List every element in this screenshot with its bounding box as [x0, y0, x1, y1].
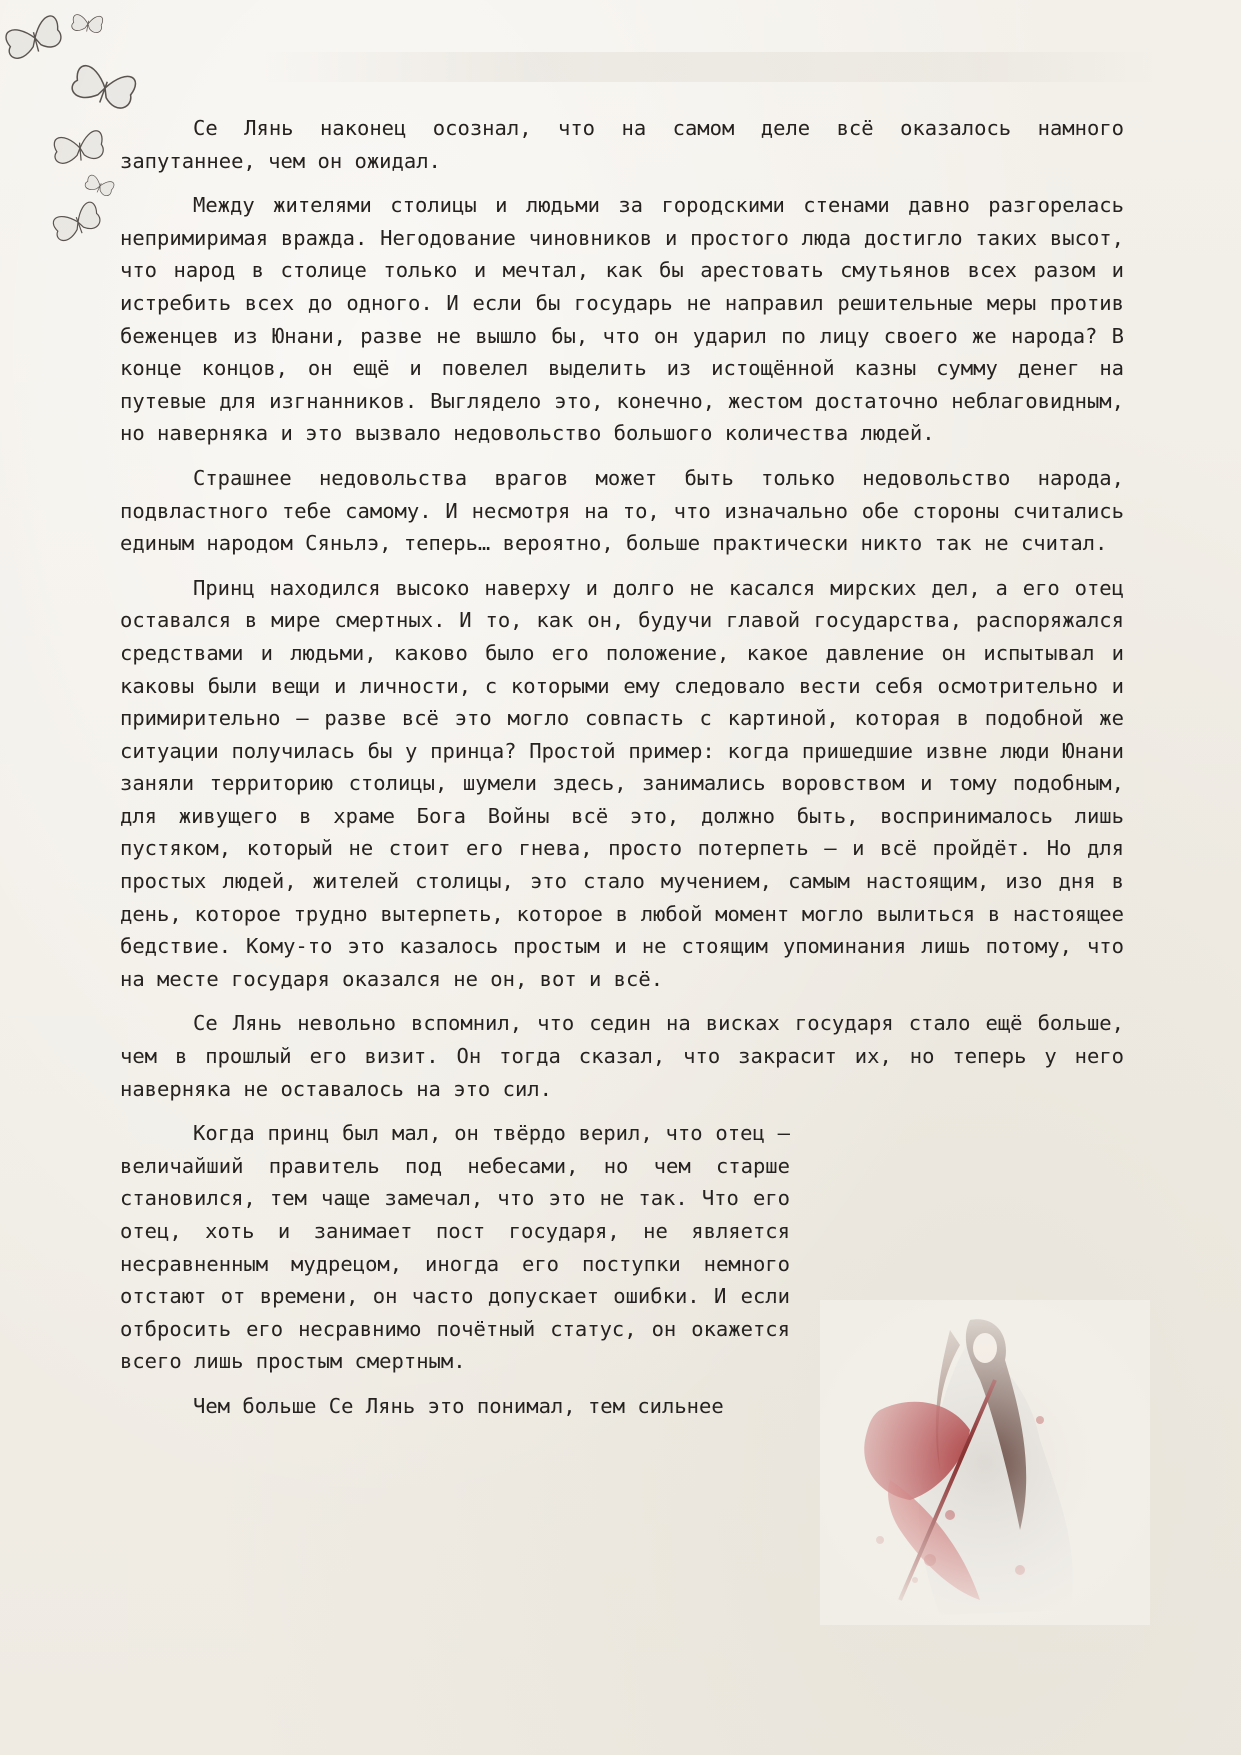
paragraph-3: Страшнее недовольства врагов может быть только недовольство народа, подвластного тебе самому. И несмотря на то, что изначально обе стороны считались единым народом Сяньлэ, теперь… вероятно, больше практически никто так не считал.	[120, 465, 1124, 556]
paragraph-4: Принц находился высоко наверху и долго не касался мирских дел, а его отец оставался в мире смертных. И то, как он, будучи главой государства, распоряжался средствами и людьми, каково было его положение, какое давление он испытывал и каковы были вещи и личности, с которыми ему следовало вести себя осмотрительно и примирительно — разве всё это могло совпасть с картиной, которая в подобной же ситуации получилась бы у принца? Простой пример: когда пришедшие извне люди Юнани заняли территорию столицы, шумели здесь, занимались воровством и тому подобным, для живущего в храме Бога Войны всё это, должно быть, воспринималось лишь пустяком, который не стоит его гнева, просто потерпеть — и всё пройдёт. Но для простых людей, жителей столицы, это стало мучением, самым настоящим, изо дня в день, которое трудно вытерпеть, которое в любой момент могло вылиться в настоящее бедствие. Кому-то это казалось простым и не стоящим упоминания лишь потому, что на месте государя оказался не он, вот и всё.	[120, 575, 1124, 991]
paragraph-1: Се Лянь наконец осознал, что на самом деле всё оказалось намного запутаннее, чем он ожидал.	[120, 116, 1124, 173]
paragraph-5: Се Лянь невольно вспомнил, что седин на висках государя стало ещё больше, чем в прошлый его визит. Он тогда сказал, что закрасит их, но теперь у него наверняка не оставалось на это сил.	[120, 1011, 1124, 1101]
paragraph-6: Когда принц был мал, он твёрдо верил, что отец — величайший правитель под небесами, но чем старше становился, тем чаще замечал, что это не так. Что его отец, хоть и занимает пост государя, не является несравненным мудрецом, иногда его поступки немного отстают от времени, он часто допускает ошибки. И если отбросить его несравнимо почётный статус, он окажется всего лишь простым смертным.	[120, 1121, 790, 1374]
paper-texture-band	[260, 52, 1160, 82]
paragraph-2: Между жителями столицы и людьми за городскими стенами давно разгорелась непримиримая вражда. Негодование чиновников и простого люда достигло таких высот, что народ в столице только и мечтал, как бы арестовать смутьянов всех разом и истребить всех до одного. И если бы государь не направил решительные меры против беженцев из Юнани, разве не вышло бы, что он ударил по лицу своего же народа? В конце концов, он ещё и повелел выделить из истощённой казны сумму денег на путевые для изгнанников. Выглядело это, конечно, жестом достаточно неблаговидным, но наверняка и это вызвало недовольство большого количества людей.	[120, 193, 1124, 446]
text-column	[120, 112, 1124, 1435]
paragraph-7: Чем больше Се Лянь это понимал, тем сильнее	[193, 1393, 724, 1418]
figure-illustration-icon	[820, 1300, 1150, 1625]
